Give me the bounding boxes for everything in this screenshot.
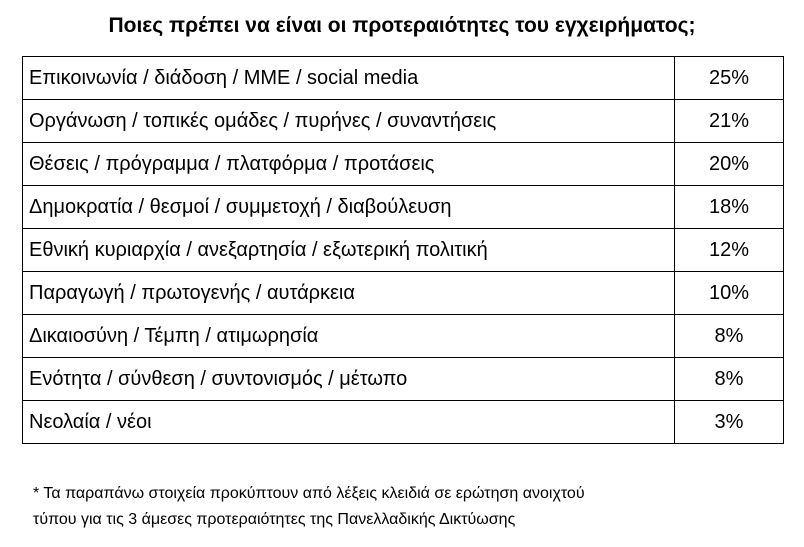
row-value: 10%	[675, 272, 784, 315]
row-label: Θέσεις / πρόγραμμα / πλατφόρμα / προτάσεις	[23, 143, 675, 186]
row-value: 8%	[675, 315, 784, 358]
table-body	[23, 57, 784, 444]
table-row	[23, 186, 784, 229]
row-label: Νεολαία / νέοι	[23, 401, 675, 444]
row-value: 3%	[675, 401, 784, 444]
table-row	[23, 100, 784, 143]
table-row	[23, 229, 784, 272]
table-row	[23, 401, 784, 444]
footnote	[33, 481, 793, 533]
row-label: Οργάνωση / τοπικές ομάδες / πυρήνες / συναντήσεις	[23, 100, 675, 143]
row-value: 8%	[675, 358, 784, 401]
table-row	[23, 57, 784, 100]
footnote-line: τύπου για τις 3 άμεσες προτεραιότητες της Πανελλαδικής Δικτύωσης	[33, 511, 516, 528]
row-label: Επικοινωνία / διάδοση / ΜΜΕ / social media	[23, 57, 675, 100]
row-label: Δικαιοσύνη / Τέμπη / ατιμωρησία	[23, 315, 675, 358]
row-value: 20%	[675, 143, 784, 186]
row-value: 21%	[675, 100, 784, 143]
priorities-table	[22, 56, 784, 444]
row-label: Εθνική κυριαρχία / ανεξαρτησία / εξωτερική πολιτική	[23, 229, 675, 272]
row-label: Παραγωγή / πρωτογενής / αυτάρκεια	[23, 272, 675, 315]
row-value: 18%	[675, 186, 784, 229]
row-label: Δημοκρατία / θεσμοί / συμμετοχή / διαβούλευση	[23, 186, 675, 229]
table-row	[23, 315, 784, 358]
table-row	[23, 143, 784, 186]
chart-title: Ποιες πρέπει να είναι οι προτεραιότητες του εγχειρήματος;	[108, 14, 696, 37]
footnote-line: * Τα παραπάνω στοιχεία προκύπτουν από λέξεις κλειδιά σε ερώτηση ανοιχτού	[33, 485, 585, 502]
table-row	[23, 272, 784, 315]
row-label: Ενότητα / σύνθεση / συντονισμός / μέτωπο	[23, 358, 675, 401]
table-row	[23, 358, 784, 401]
row-value: 12%	[675, 229, 784, 272]
row-value: 25%	[675, 57, 784, 100]
